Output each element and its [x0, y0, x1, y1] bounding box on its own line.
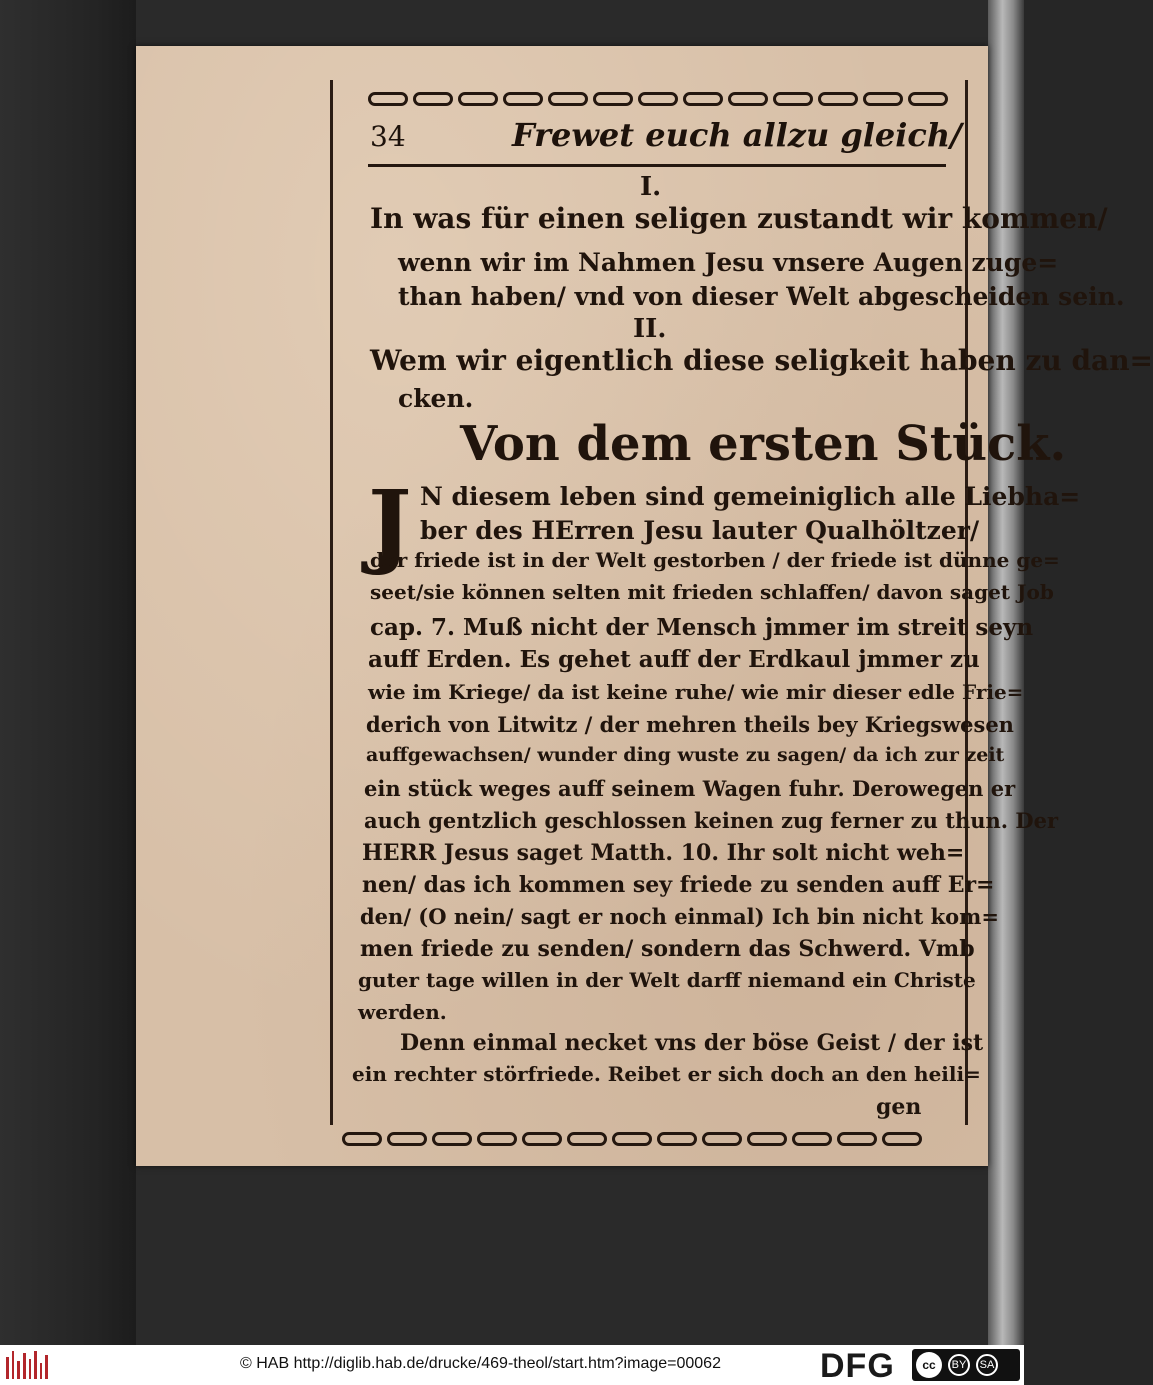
section-2-line-2: cken. [398, 384, 474, 413]
body-line: auch gentzlich geschlossen keinen zug ferner zu thun. Der [364, 808, 1059, 833]
body-line: nen/ das ich kommen sey friede zu senden auff Er= [362, 872, 995, 898]
body-line: wie im Kriege/ da ist keine ruhe/ wie mir dieser edle Frie= [368, 680, 1024, 704]
section-2-line-1: Wem wir eigentlich diese seligkeit haben zu dan= [370, 344, 1153, 377]
cc-license-badge[interactable] [912, 1349, 1020, 1381]
section-1-line-2: wenn wir im Nahmen Jesu vnsere Augen zuge= [398, 248, 1059, 277]
chapter-heading: Von dem ersten Stück. [460, 416, 1067, 472]
section-numeral-1: I. [640, 172, 662, 202]
body-line: men friede zu senden/ sondern das Schwerd. Vmb [360, 936, 975, 962]
body-line: Denn einmal necket vns der böse Geist / der ist [400, 1030, 984, 1056]
body-line: seet/sie können selten mit frieden schlaffen/ davon saget Job [370, 580, 1054, 604]
body-line: auff Erden. Es gehet auff der Erdkaul jmmer zu [368, 646, 980, 673]
body-line: N diesem leben sind gemeiniglich alle Liebha= [420, 482, 1081, 511]
body-line: cap. 7. Muß nicht der Mensch jmmer im streit seyn [370, 614, 1034, 641]
body-line: ber des HErren Jesu lauter Qualhöltzer/ [420, 516, 980, 545]
by-icon: BY [948, 1354, 970, 1376]
body-line: ein rechter störfriede. Reibet er sich doch an den heili= [352, 1062, 981, 1086]
page-number: 34 [370, 120, 406, 153]
section-1-line-3: than haben/ vnd von dieser Welt abgescheiden sein. [398, 282, 1125, 311]
drop-capital: J [368, 470, 412, 578]
section-1-line-1: In was für einen seligen zustandt wir kommen/ [370, 202, 1108, 235]
cc-icon: cc [916, 1352, 942, 1378]
running-head: Frewet euch allzu gleich/ [512, 116, 962, 154]
body-line: derich von Litwitz / der mehren theils bey Kriegswesen [366, 712, 1014, 737]
top-ornament-border [368, 88, 948, 110]
dfg-logo: DFG [820, 1347, 895, 1385]
body-line: auffgewachsen/ wunder ding wuste zu sagen/ da ich zur zeit [366, 744, 1005, 766]
catchword: gen [876, 1094, 922, 1120]
sa-icon: SA [976, 1354, 998, 1376]
header-rule [368, 164, 946, 167]
body-line: den/ (O nein/ sagt er noch einmal) Ich bin nicht kom= [360, 904, 999, 929]
body-line: guter tage willen in der Welt darff niemand ein Christe [358, 968, 976, 992]
hab-logo-icon [6, 1351, 48, 1379]
copyright-link[interactable]: © HAB http://diglib.hab.de/drucke/469-theol/start.htm?image=00062 [240, 1355, 721, 1372]
section-numeral-2: II. [633, 314, 667, 344]
body-line: HERR Jesus saget Matth. 10. Ihr solt nicht weh= [362, 840, 965, 866]
body-line: werden. [358, 1000, 447, 1024]
body-line: ein stück weges auff seinem Wagen fuhr. Derowegen er [364, 776, 1016, 801]
scan-left-margin [0, 0, 136, 1345]
bottom-ornament-border [342, 1128, 922, 1150]
body-line: der friede ist in der Welt gestorben / der friede ist dünne ge= [370, 548, 1060, 572]
